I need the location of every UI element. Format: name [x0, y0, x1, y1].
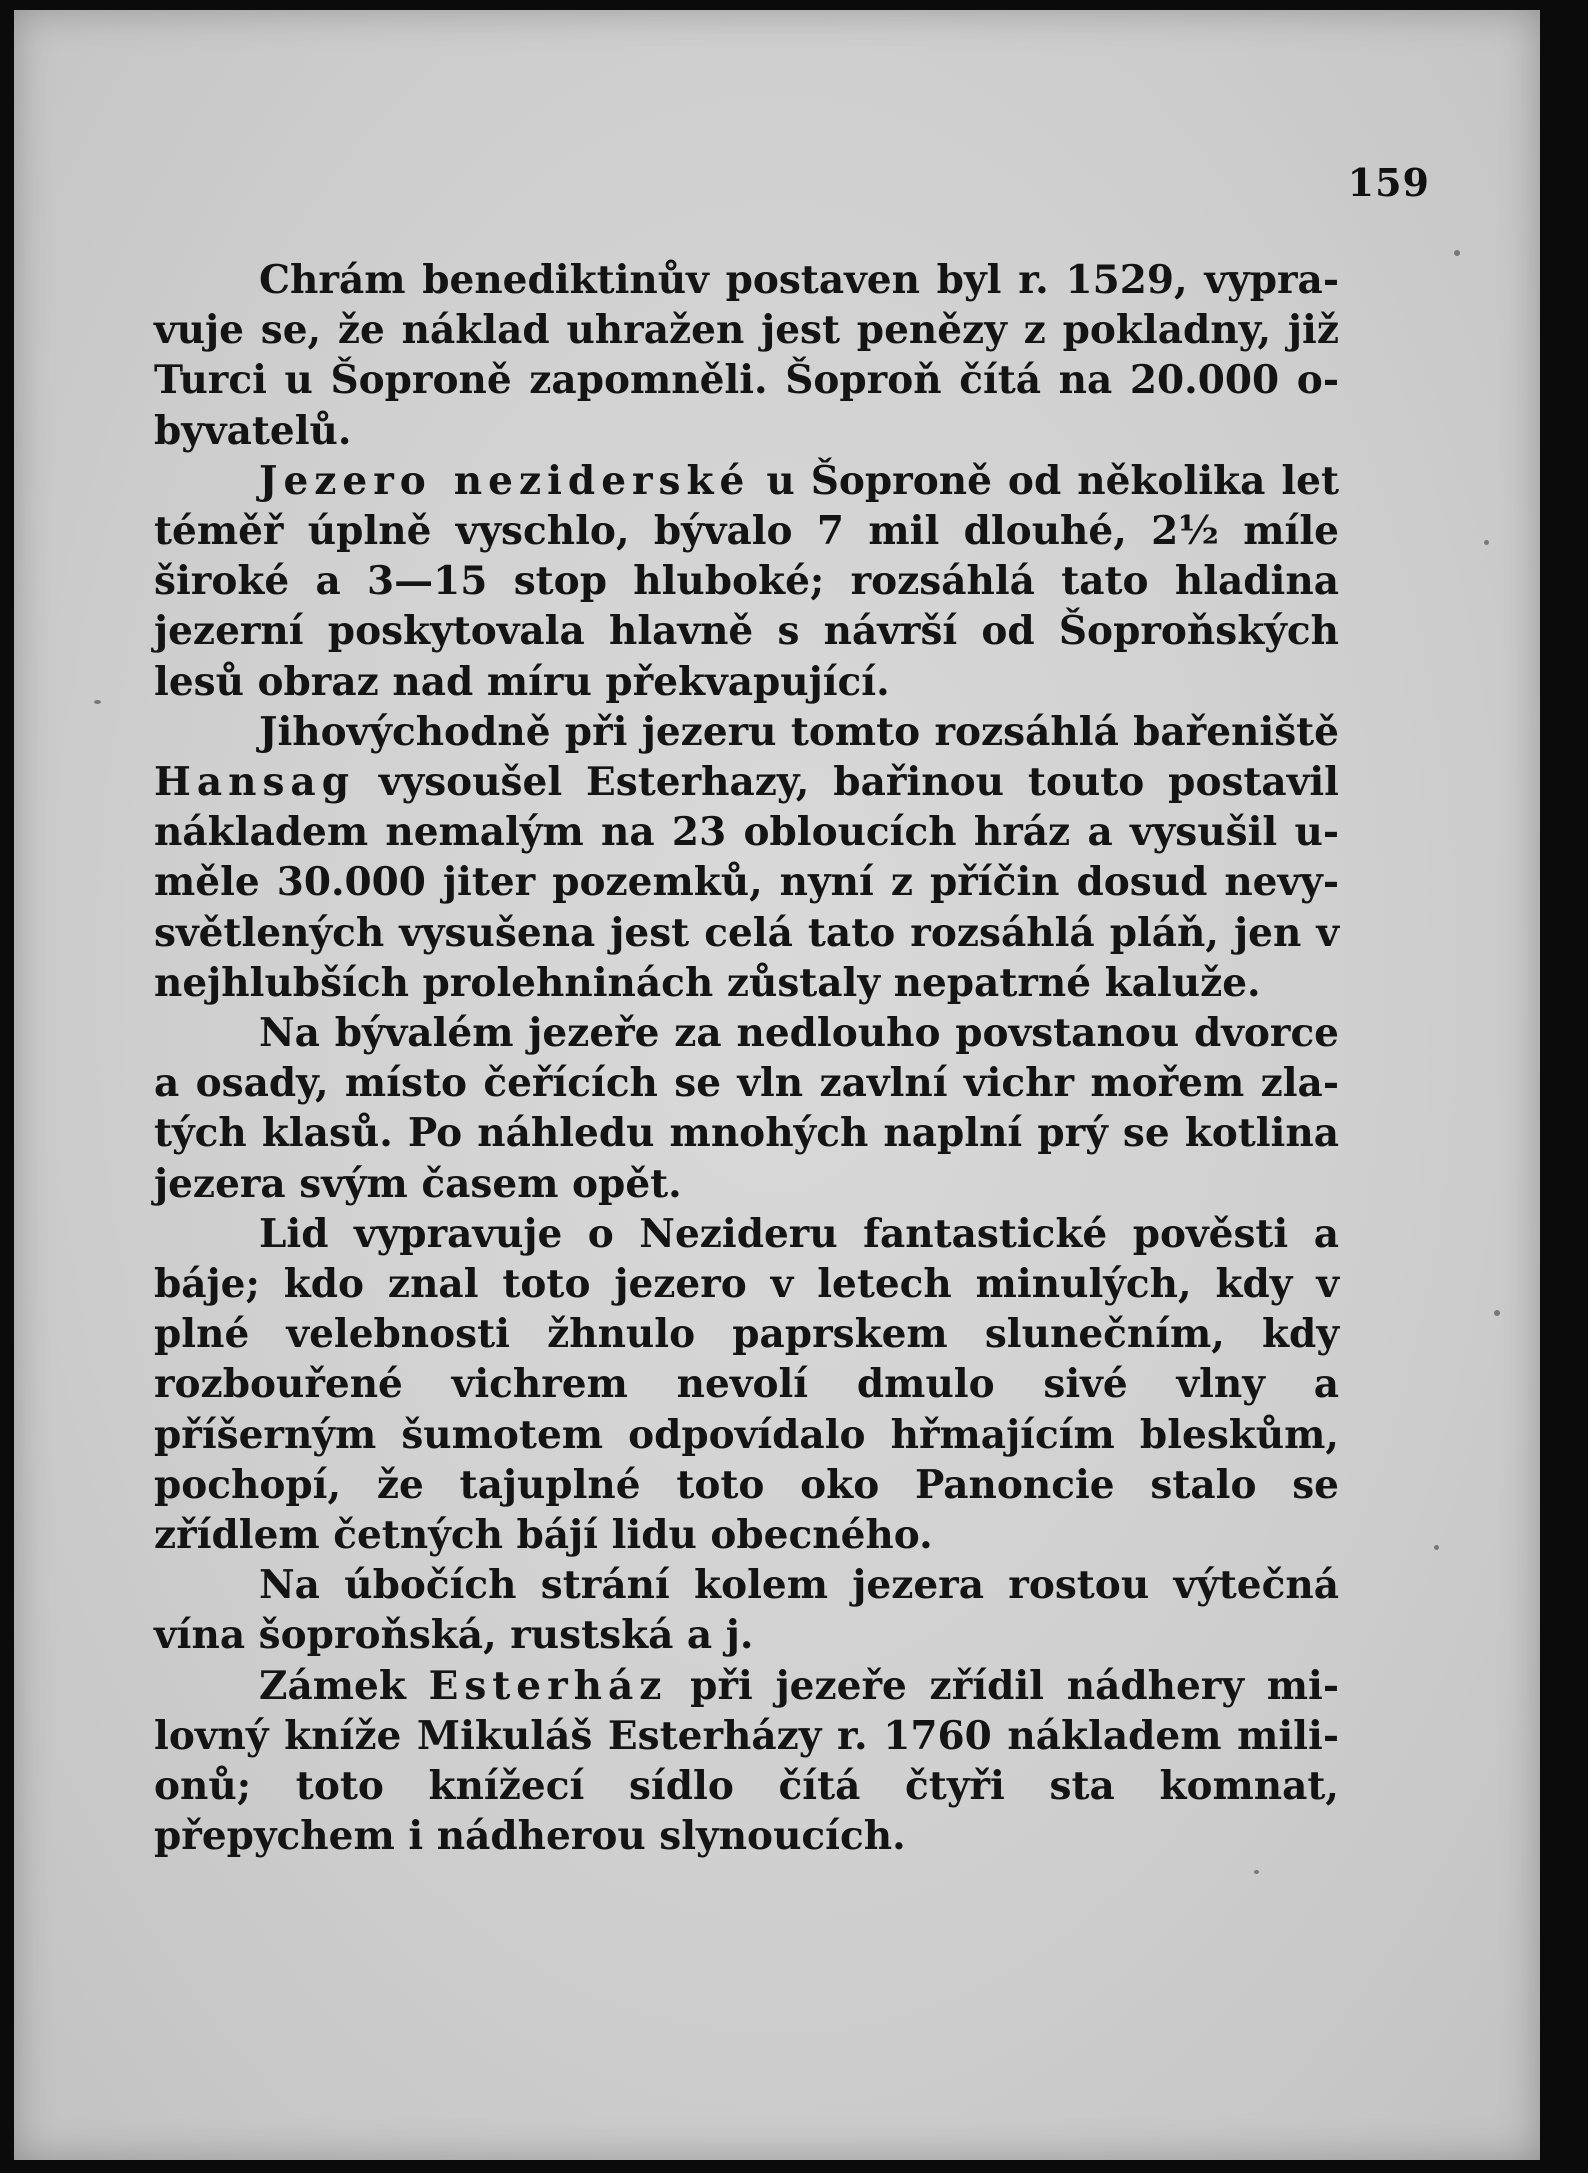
page-number: 159	[1347, 160, 1430, 205]
scan-speck	[94, 700, 101, 704]
paragraph	[154, 1209, 1339, 1560]
text-segment: Zámek	[259, 1662, 429, 1709]
scan-speck	[1434, 1545, 1439, 1550]
paragraph	[154, 456, 1339, 707]
text-segment: při jezeře zřídil nádhery milovný kníže Mikuláš Esterházy r. 1760 nákladem milionů; toto knížecí sídlo čítá čtyři sta komnat, přepychem i nádherou slynoucích.	[154, 1662, 1339, 1860]
paragraph	[154, 1560, 1339, 1660]
text-segment: Chrám benediktinův postaven byl r. 1529, vypravuje se, že náklad uhražen jest penězy z pokladny, již Turci u Šoproně zapomněli. Šoproň čítá na 20.000 obyvatelů.	[154, 257, 1339, 454]
spaced-term: Hansag	[154, 759, 355, 806]
paragraph	[154, 707, 1339, 1008]
text-segment: Na úbočích strání kolem jezera rostou výtečná vína šoproňská, rustská a j.	[154, 1562, 1339, 1659]
book-page	[14, 10, 1540, 2160]
body-text	[154, 255, 1339, 1862]
text-segment: Na bývalém jezeře za nedlouho povstanou dvorce a osady, místo čeřících se vln zavlní vichr mořem zlatých klasů. Po náhledu mnohých naplní prý se kotlina jezera svým časem opět.	[154, 1010, 1339, 1207]
paragraph	[154, 255, 1339, 456]
paragraph	[154, 1008, 1339, 1209]
paragraph	[154, 1661, 1339, 1862]
text-segment: u Šoproně od několika let téměř úplně vyschlo, bývalo 7 mil dlouhé, 2½ míle široké a 3—15 stop hluboké; rozsáhlá tato hladina jezerní poskytovala hlavně s návrší od Šoproňských lesů obraz nad míru překvapující.	[154, 457, 1340, 705]
scan-speck	[1454, 250, 1460, 256]
spaced-term: Esterház	[428, 1662, 668, 1709]
text-segment: Jihovýchodně při jezeru tomto rozsáhlá bařeniště	[259, 708, 1339, 755]
scan-speck	[1484, 540, 1489, 545]
text-segment: Lid vypravuje o Nezideru fantastické pověsti a báje; kdo znal toto jezero v letech minulých, kdy v plné velebnosti žhnulo paprskem slunečním, kdy rozbouřené vichrem nevolí dmulo sivé vlny a příšerným šumotem odpovídalo hřmajícím bleskům, pochopí, že tajuplné toto oko Panoncie stalo se zřídlem četných bájí lidu obecného.	[154, 1210, 1339, 1559]
spaced-term: Jezero neziderské	[259, 457, 751, 504]
text-segment: vysoušel Esterhazy, bařinou touto postavil nákladem nemalým na 23 obloucích hráz a vysušil uměle 30.000 jiter pozemků, nyní z příčin dosud nevysvětlených vysušena jest celá tato rozsáhlá pláň, jen v nejhlubších prolehninách zůstaly nepatrné kaluže.	[154, 759, 1339, 1006]
scan-speck	[1254, 1870, 1259, 1874]
scan-speck	[1494, 1310, 1500, 1316]
